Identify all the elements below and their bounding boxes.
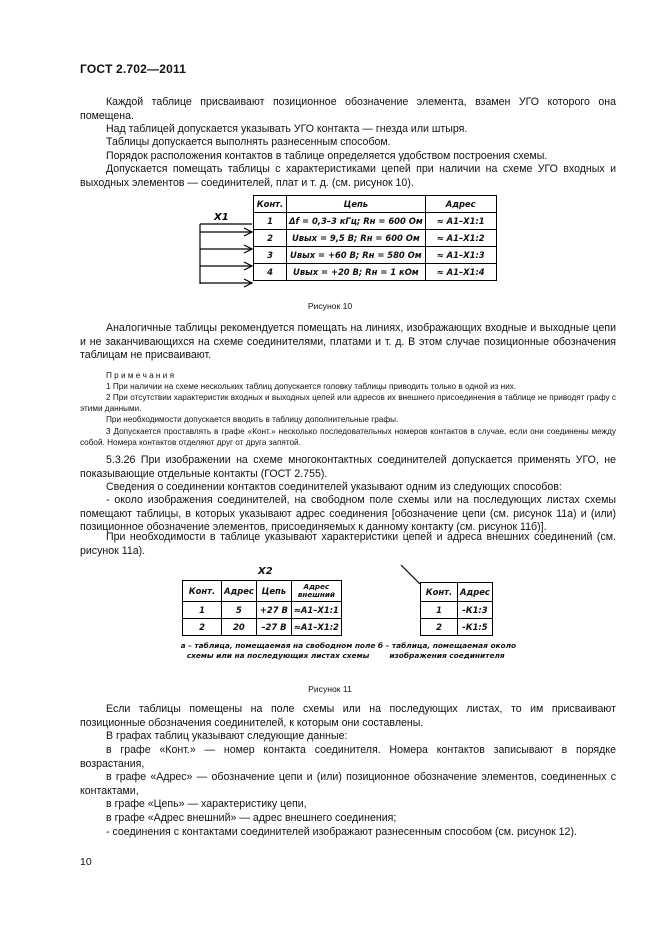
paragraph: Над таблицей допускается указывать УГО контакта — гнезда или штыря. [106,123,468,135]
header-cell: Цепь [256,581,291,602]
figure-11b-table [420,582,493,636]
figure-11a-caption: а – таблица, помещаемая на свободном поле схемы или на последующих листах схемы [180,641,376,660]
paragraph: Таблицы допускается выполнять разнесенным способом. [106,136,391,148]
paragraph: - около изображения соединителей, на свободном поле схемы или на последующих листах схемы помещают таблицы, в которых указывают адрес соединения [обозначение цепи (см. рисунок 11а) и (или) позиционное обозначение элементов, присоединяемых к данному контакту (см. рисунок 11б)]. [80,494,616,534]
header-cell: Адрес [458,583,493,602]
paragraph: Аналогичные таблицы рекомендуется помещать на линиях, изображающих входные и выходные цепи и не заканчивающихся на схеме соединителями, платами и т. д. В этом случае позиционные обозначения таблицам не присваивают. [80,322,616,362]
note-item: 3 Допускается проставлять в графе «Конт.» несколько последовательных номеров контактов в случае, если они соединены между собой. Номера контактов отделяют друг от друга запятой. [80,427,616,448]
page-number: 10 [80,856,92,868]
paragraph: в графе «Адрес» — обозначение цепи и (или) позиционное обозначение элементов, соединенных с контактами, [80,771,616,797]
note-item: 1 При наличии на схеме нескольких таблиц допускается головку таблицы приводить только в одной из них. [106,382,517,391]
figure-11a-table [182,580,342,636]
table-row [254,230,497,247]
header-cell: Адрес [222,581,257,602]
paragraph: 5.3.26 При изображении на схеме многоконтактных соединителей допускается применять УГО, не показывающие отдельные контакты (ГОСТ 2.755). [80,454,616,480]
table-cell: 2 [183,619,222,636]
table-cell: 2 [254,230,287,247]
connector-label: X1 [214,212,229,223]
header-cell: Адрес внешний [291,581,341,602]
table-cell: +27 В [256,602,291,619]
table-row [254,213,497,230]
table-cell: -К1:5 [458,619,493,636]
table-row [254,247,497,264]
table-cell: 1 [254,213,287,230]
table-cell: 4 [254,264,287,281]
table-header-row [183,581,342,602]
table-cell: -К1:3 [458,602,493,619]
paragraph: Если таблицы помещены на поле схемы или на последующих листах, то им присваивают позиционные обозначения соединителей, к которым они составлены. [80,703,616,729]
connector-contacts [200,228,252,287]
table-cell: Uвых = +60 В; Rн = 580 Ом [287,247,426,264]
table-cell: ≈ А1–X1:3 [425,247,496,264]
table-cell: ≈А1–X1:2 [291,619,341,636]
table-row [421,619,493,636]
connector-label: X2 [258,566,273,577]
paragraph: Порядок расположения контактов в таблице определяется удобством построения схемы. [106,150,548,162]
paragraph: в графе «Адрес внешний» — адрес внешнего соединения; [106,812,397,824]
table-cell: Δf = 0,3–3 кГц; Rн = 600 Ом [287,213,426,230]
table-cell: ≈ А1–X1:2 [425,230,496,247]
table-cell: ≈ А1–X1:1 [425,213,496,230]
table-header-row [421,583,493,602]
paragraph: В графах таблиц указывают следующие данные: [106,730,348,742]
paragraph: в графе «Цепь» — характеристику цепи, [106,798,307,810]
table-cell: 1 [183,602,222,619]
figure-caption: Рисунок 11 [308,684,352,694]
notes-title: П р и м е ч а н и я [106,371,175,380]
note-item: При необходимости допускается вводить в таблицу дополнительные графы. [106,415,399,424]
table-cell: 5 [222,602,257,619]
table-cell: 1 [421,602,458,619]
connector-x1-symbol [180,206,260,296]
table-row [183,619,342,636]
table-row [254,264,497,281]
header-cell: Конт. [421,583,458,602]
table-cell: ≈А1–X1:1 [291,602,341,619]
header-cell: Цепь [287,196,426,213]
header-cell: Адрес [425,196,496,213]
table-cell: Uвых = 9,5 В; Rн = 600 Ом [287,230,426,247]
standard-header: ГОСТ 2.702—2011 [80,62,187,76]
paragraph: Допускается помещать таблицы с характеристиками цепей при наличии на схеме УГО входных и выходных элементов — соединителей, плат и т. д. (см. рисунок 10). [80,163,616,189]
table-row [421,602,493,619]
note-item: 2 При отсутствии характеристик входных и выходных цепей или адресов их внешнего присоединения в таблице не приводят графу с этими данными. [80,393,616,414]
table-cell: 20 [222,619,257,636]
table-cell: 3 [254,247,287,264]
table-cell: –27 В [256,619,291,636]
figure-10-table [253,195,497,281]
table-header-row [254,196,497,213]
paragraph: Каждой таблице присваивают позиционное обозначение элемента, взамен УГО которого она помещена. [80,96,616,122]
paragraph: Сведения о соединении контактов соединителей указывают одним из следующих способов: [106,481,562,493]
table-row [183,602,342,619]
table-cell: 2 [421,619,458,636]
table-cell: Uвых = +20 В; Rн = 1 кОм [287,264,426,281]
figure-caption: Рисунок 10 [307,301,353,311]
figure-11b-caption: б – таблица, помещаемая около изображения соединителя [377,641,517,660]
paragraph: в графе «Конт.» — номер контакта соединителя. Номера контактов записывают в порядке возрастания, [80,744,616,770]
header-cell: Конт. [254,196,287,213]
paragraph: При необходимости в таблице указывают характеристики цепей и адреса внешних соединений (см. рисунок 11а). [80,531,616,557]
header-cell: Конт. [183,581,222,602]
paragraph: - соединения с контактами соединителей изображают разнесенным способом (см. рисунок 12). [106,826,577,838]
table-cell: ≈ А1–X1:4 [425,264,496,281]
